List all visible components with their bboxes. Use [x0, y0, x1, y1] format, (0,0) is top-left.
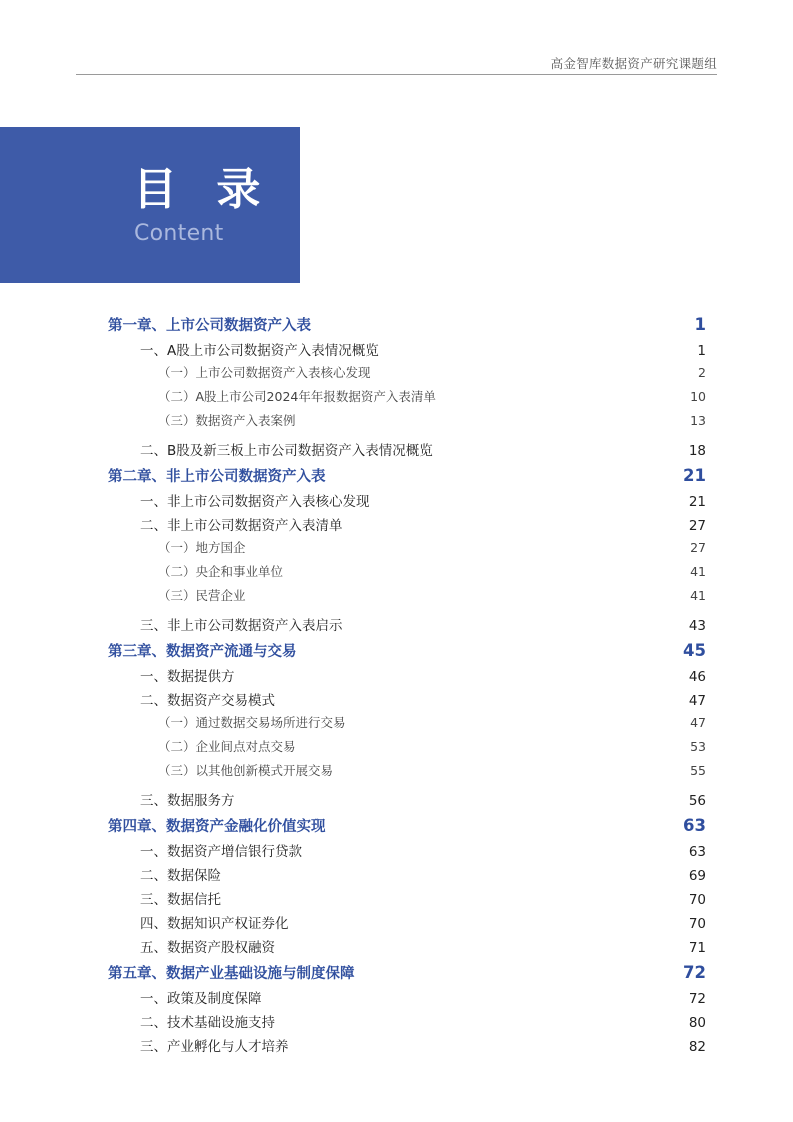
toc-entry-title: 第五章、数据产业基础设施与制度保障 [108, 966, 355, 982]
toc-entry-title: 五、数据资产股权融资 [140, 940, 275, 956]
toc-entry-title: 第一章、上市公司数据资产入表 [108, 318, 311, 334]
toc-entry-title: 三、数据信托 [140, 892, 221, 908]
toc-section-row[interactable] [108, 1035, 706, 1059]
toc-chapter-row[interactable] [108, 813, 706, 840]
toc-page-number: 27 [690, 540, 706, 555]
toc-page-number: 2 [698, 365, 706, 380]
toc-page-number: 10 [690, 389, 706, 404]
toc-entry-title: 二、非上市公司数据资产入表清单 [140, 518, 343, 534]
toc-page-number: 21 [683, 466, 706, 485]
toc-sub-row[interactable] [108, 737, 706, 761]
toc-entry-title: （二）企业间点对点交易 [158, 739, 296, 754]
toc-section-row[interactable] [108, 987, 706, 1011]
toc-section-row[interactable] [108, 888, 706, 912]
toc-entry-title: 四、数据知识产权证券化 [140, 916, 289, 932]
toc-section-row[interactable] [108, 339, 706, 363]
toc-entry-title: （二）A股上市公司2024年年报数据资产入表清单 [158, 389, 436, 404]
toc-chapter-row[interactable] [108, 312, 706, 339]
toc-section-row[interactable] [108, 789, 706, 813]
toc-page-number: 1 [694, 315, 706, 334]
toc-sub-row[interactable] [108, 538, 706, 562]
toc-page-number: 72 [688, 991, 706, 1007]
toc-entry-title: 三、数据服务方 [140, 793, 235, 809]
header-org-title: 高金智库数据资产研究课题组 [550, 56, 717, 71]
toc-entry-title: 第三章、数据资产流通与交易 [108, 644, 297, 660]
toc-page-number: 70 [688, 892, 706, 908]
toc-entry-title: （三）民营企业 [158, 588, 246, 603]
toc-sub-row[interactable] [108, 562, 706, 586]
toc-entry-title: （三）以其他创新模式开展交易 [158, 763, 334, 778]
toc-chapter-row[interactable] [108, 960, 706, 987]
toc-sub-row[interactable] [108, 761, 706, 789]
toc-page-number: 82 [688, 1039, 706, 1055]
toc-chapter-row[interactable] [108, 638, 706, 665]
toc-page-number: 13 [690, 413, 706, 428]
toc-section-row[interactable] [108, 439, 706, 463]
toc-section-row[interactable] [108, 614, 706, 638]
toc-page-number: 21 [688, 494, 706, 510]
toc-entry-title: （一）通过数据交易场所进行交易 [158, 715, 346, 730]
toc-page-number: 72 [683, 963, 706, 982]
toc-page-number: 70 [688, 916, 706, 932]
toc-entry-title: 一、政策及制度保障 [140, 991, 262, 1007]
toc-sub-row[interactable] [108, 387, 706, 411]
toc-page-number: 41 [690, 564, 706, 579]
toc-entry-title: （三）数据资产入表案例 [158, 413, 296, 428]
toc-page-number: 47 [690, 715, 706, 730]
toc-entry-title: 一、非上市公司数据资产入表核心发现 [140, 494, 370, 510]
page-subtitle: Content [134, 221, 224, 246]
toc-section-row[interactable] [108, 689, 706, 713]
toc-page-number: 1 [697, 343, 706, 359]
toc-page-number: 55 [690, 763, 706, 778]
toc-page-number: 46 [688, 669, 706, 685]
toc-section-row[interactable] [108, 1011, 706, 1035]
toc-page-number: 45 [683, 641, 706, 660]
toc-entry-title: 三、非上市公司数据资产入表启示 [140, 618, 343, 634]
toc-entry-title: 一、A股上市公司数据资产入表情况概览 [140, 343, 379, 359]
toc-chapter-row[interactable] [108, 463, 706, 490]
toc-sub-row[interactable] [108, 713, 706, 737]
toc-sub-row[interactable] [108, 363, 706, 387]
toc-entry-title: （一）上市公司数据资产入表核心发现 [158, 365, 371, 380]
toc-entry-title: 三、产业孵化与人才培养 [140, 1039, 289, 1055]
toc-section-row[interactable] [108, 665, 706, 689]
page-title: 目 录 [133, 164, 273, 215]
toc-entry-title: 第二章、非上市公司数据资产入表 [108, 469, 326, 485]
toc-section-row[interactable] [108, 864, 706, 888]
toc-page-number: 69 [688, 868, 706, 884]
toc-entry-title: 二、数据保险 [140, 868, 221, 884]
toc-page-number: 43 [688, 618, 706, 634]
toc-section-row[interactable] [108, 840, 706, 864]
toc-page-number: 63 [688, 844, 706, 860]
toc-section-row[interactable] [108, 490, 706, 514]
toc-entry-title: （一）地方国企 [158, 540, 246, 555]
toc-entry-title: 一、数据资产增信银行贷款 [140, 844, 302, 860]
toc-section-row[interactable] [108, 936, 706, 960]
toc-entry-title: 二、数据资产交易模式 [140, 693, 275, 709]
table-of-contents [108, 312, 706, 1059]
toc-section-row[interactable] [108, 514, 706, 538]
toc-entry-title: 一、数据提供方 [140, 669, 235, 685]
toc-entry-title: 二、B股及新三板上市公司数据资产入表情况概览 [140, 443, 433, 459]
toc-entry-title: 二、技术基础设施支持 [140, 1015, 275, 1031]
toc-entry-title: 第四章、数据资产金融化价值实现 [108, 819, 326, 835]
toc-page-number: 47 [688, 693, 706, 709]
toc-page-number: 63 [683, 816, 706, 835]
toc-page-number: 56 [688, 793, 706, 809]
toc-page-number: 71 [688, 940, 706, 956]
toc-page-number: 18 [688, 443, 706, 459]
toc-page-number: 41 [690, 588, 706, 603]
toc-page-number: 53 [690, 739, 706, 754]
toc-sub-row[interactable] [108, 586, 706, 614]
toc-page-number: 27 [688, 518, 706, 534]
header-divider [76, 74, 717, 75]
toc-sub-row[interactable] [108, 411, 706, 439]
toc-entry-title: （二）央企和事业单位 [158, 564, 284, 579]
toc-page-number: 80 [688, 1015, 706, 1031]
toc-section-row[interactable] [108, 912, 706, 936]
